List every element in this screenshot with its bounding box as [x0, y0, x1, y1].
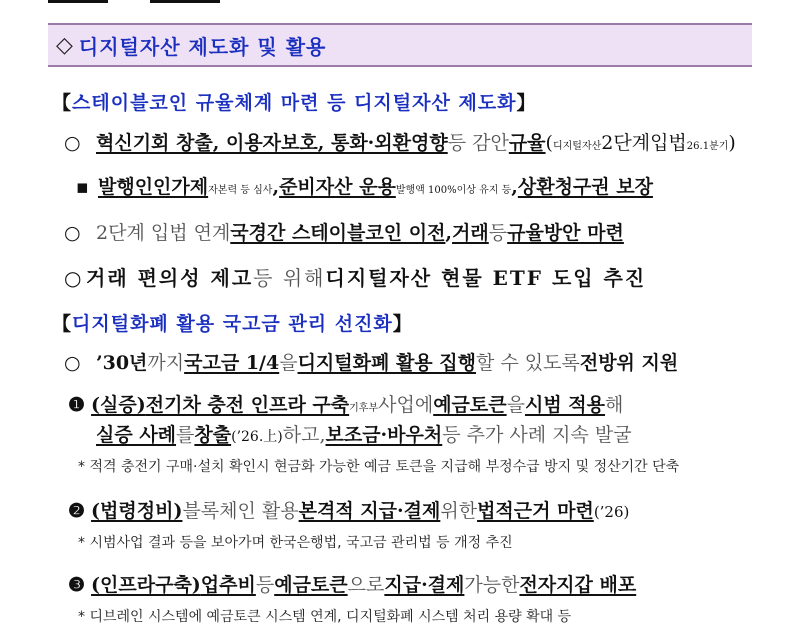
footnote: * 시범사업 결과 등을 보아가며 한국은행법, 국고금 관리법 등 개정 추진 — [78, 535, 513, 551]
item-text: ) — [728, 132, 736, 154]
header-title: 디지털자산 제도화 및 활용 — [78, 34, 327, 59]
item-text: 등 추가 사례 지속 발굴 — [442, 424, 632, 446]
item-text: (’26.上) — [231, 429, 283, 445]
item-text: 사업에 — [378, 394, 434, 416]
item-emphasis: 실증 사례 — [96, 424, 177, 446]
item-text: (’26) — [593, 503, 630, 521]
numbered-item — [68, 496, 629, 523]
item-text: , — [272, 176, 280, 198]
item-emphasis: 시범 적용 — [524, 394, 605, 416]
item-text: , — [511, 176, 518, 198]
item-emphasis: 보조금·바우처 — [325, 424, 443, 446]
item-emphasis: 발행인인가제 — [98, 176, 209, 198]
item-text: 등 — [488, 222, 508, 244]
item-emphasis: 거래 편의성 제고 — [86, 266, 254, 290]
item-emphasis: 창출 — [194, 424, 232, 446]
item-tag: (인프라구축) — [91, 574, 201, 596]
number-badge: ❷ — [68, 500, 86, 522]
item-emphasis: 준비자산 운용 — [279, 176, 396, 198]
item-text: 을 — [279, 352, 298, 374]
section1-title — [52, 88, 537, 115]
item-text: 위한 — [440, 500, 478, 522]
numbered-item — [68, 570, 636, 597]
item-superscript: 기후부 — [349, 403, 379, 414]
footnote: * 적격 충전기 구매·설치 확인시 현금화 가능한 예금 토큰을 지급해 부정수급 방지 및 정산기간 단축 — [78, 459, 680, 475]
top-rule-right — [150, 0, 220, 3]
item-emphasis: 예금토큰 — [433, 394, 507, 416]
item-text: 등 — [255, 574, 275, 596]
bullet-circle: ○ — [64, 266, 82, 290]
item-emphasis: 국경간 스테이블코인 이전 — [230, 222, 446, 244]
list-item — [64, 262, 646, 291]
item-text: 를 — [176, 424, 195, 446]
item-tag: (법령정비) — [91, 500, 183, 522]
item-emphasis: 예금토큰 — [274, 574, 348, 596]
item-emphasis: 본격적 지급·결제 — [298, 500, 441, 522]
item-text: 등 위해 — [253, 266, 326, 290]
footnote: * 디브레인 시스템에 예금토큰 시스템 연계, 디지털화폐 시스템 처리 용량 확대 등 — [78, 609, 572, 625]
item-emphasis: 디지털자산 현물 ETF 도입 추진 — [325, 266, 647, 290]
item-text: 해 — [605, 394, 624, 416]
item-text: 하고, — [282, 424, 326, 446]
section2-title-text: 디지털화폐 활용 국고금 관리 선진화 — [72, 313, 393, 335]
item-tag: (실증) — [91, 394, 146, 416]
item-text: ( — [545, 132, 553, 154]
item-emphasis: ’30년 — [96, 352, 148, 374]
item-emphasis: 규율 — [508, 132, 546, 154]
bracket-close: 】 — [516, 92, 537, 114]
item-text: 을 — [506, 394, 525, 416]
item-emphasis: 업추비 — [200, 574, 256, 596]
item-superscript: 디지털자산 — [552, 141, 602, 152]
item-emphasis: 전방위 지원 — [579, 352, 679, 374]
section1-title-text: 스테이블코인 규율체계 마련 등 디지털자산 제도화 — [72, 92, 517, 114]
item-emphasis: 거래 — [452, 222, 489, 244]
item-text: 등 감안 — [447, 132, 509, 154]
item-text: 2단계입법 — [601, 132, 687, 154]
numbered-item-continued — [96, 420, 632, 447]
item-text: , — [445, 222, 453, 244]
item-emphasis: 국고금 1/4 — [184, 352, 280, 374]
bullet-circle: ○ — [64, 352, 81, 374]
item-emphasis: 법적근거 마련 — [477, 500, 594, 522]
item-emphasis: 디지털화폐 활용 집행 — [297, 352, 476, 374]
item-emphasis: 규율방안 마련 — [507, 222, 624, 244]
number-badge: ❸ — [68, 574, 86, 596]
number-badge: ❶ — [68, 394, 86, 416]
top-rule-left — [48, 0, 108, 3]
item-text: 가능한 — [464, 574, 520, 596]
numbered-item — [68, 390, 623, 417]
item-text: 할 수 있도록 — [475, 352, 580, 374]
item-text: 으로 — [347, 574, 385, 596]
item-emphasis: 전자지갑 배포 — [519, 574, 637, 596]
bullet-circle: ○ — [64, 222, 81, 244]
item-superscript: 26.1분기 — [686, 141, 729, 152]
section2-title — [52, 309, 413, 336]
item-superscript: 자본력 등 심사 — [208, 185, 273, 196]
list-item — [64, 218, 624, 245]
list-item — [76, 172, 653, 199]
item-emphasis: 지급·결제 — [384, 574, 465, 596]
section-header — [48, 23, 752, 67]
list-item — [64, 348, 678, 375]
bracket-open: 【 — [52, 313, 73, 335]
item-superscript: 발행액 100%이상 유지 등 — [395, 185, 512, 196]
item-text: 블록체인 활용 — [182, 500, 299, 522]
list-item — [64, 128, 736, 155]
bracket-close: 】 — [392, 313, 413, 335]
diamond-icon: ◇ — [56, 32, 73, 58]
bullet-square: ▪ — [76, 176, 89, 198]
bracket-open: 【 — [52, 92, 73, 114]
item-text: 까지 — [147, 352, 185, 374]
item-emphasis: 상환청구권 보장 — [517, 176, 653, 198]
item-emphasis: 전기차 충전 인프라 구축 — [145, 394, 350, 416]
item-text: 2단계 입법 연계 — [96, 222, 231, 244]
item-emphasis: 혁신기회 창출, 이용자보호, 통화·외환영향 — [96, 132, 448, 154]
bullet-circle: ○ — [64, 132, 81, 154]
